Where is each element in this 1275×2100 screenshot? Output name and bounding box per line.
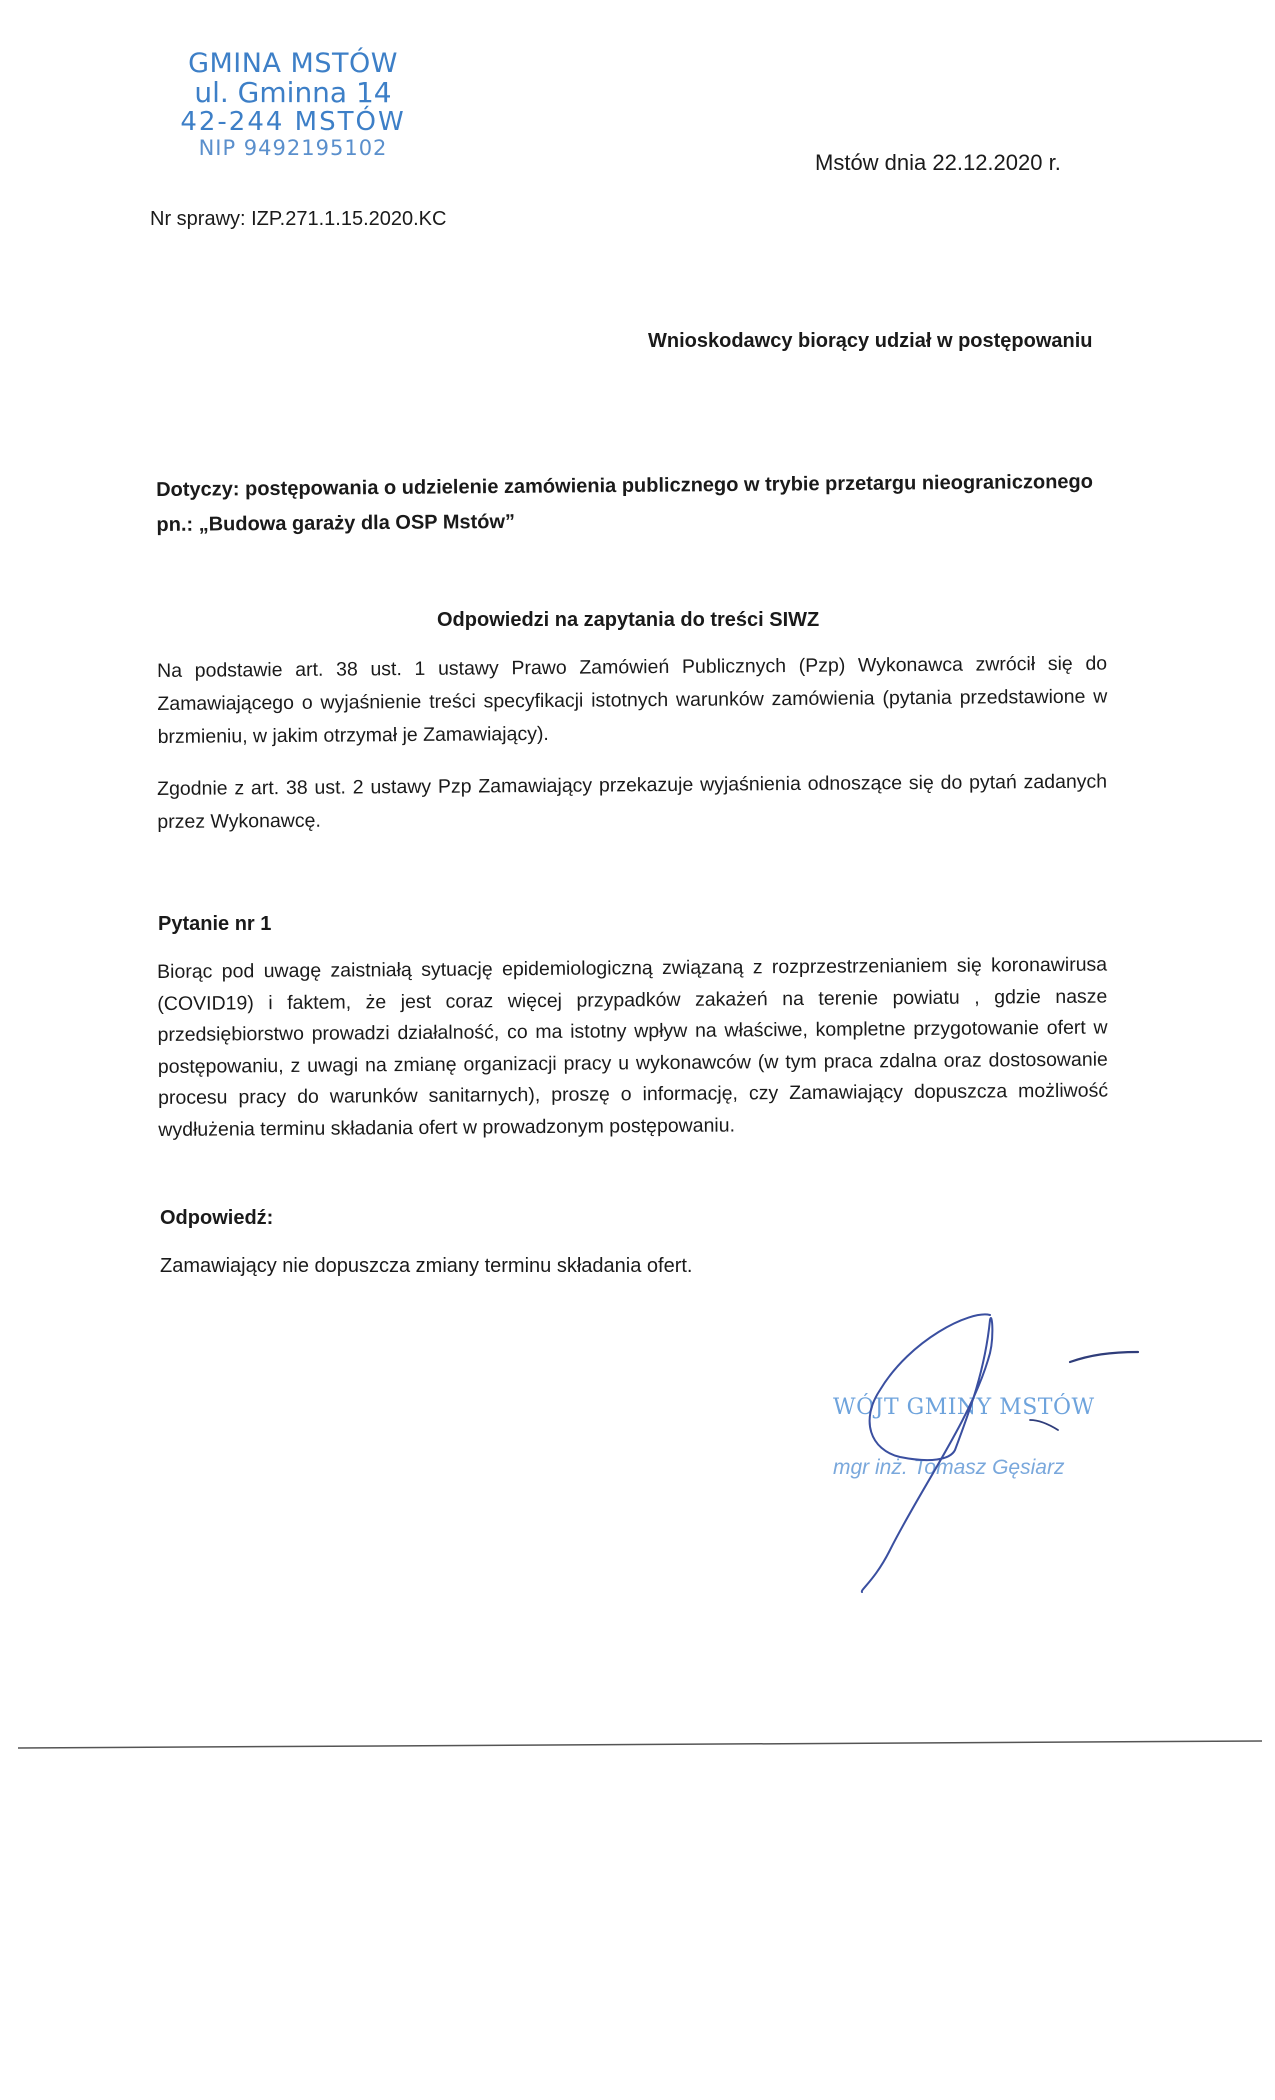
page-bottom-rule: [0, 1735, 1275, 1755]
answer-title: Odpowiedź:: [160, 1207, 274, 1229]
stamp-line-street: ul. Gminna 14: [194, 76, 392, 109]
signatory-title-stamp: WÓJT GMINY MSTÓW: [833, 1395, 1095, 1420]
handwritten-signature-icon: [800, 1300, 1160, 1620]
question-title: Pytanie nr 1: [158, 913, 272, 935]
subject-line-2: pn.: „Budowa garaży dla OSP Mstów”: [156, 510, 516, 536]
intro-paragraph-1: Na podstawie art. 38 ust. 1 ustawy Prawo Zamówień Publicznych (Pzp) Wykonawca zwrócił się do Zamawiającego o wyjaśnienie treści specyfikacji istotnych warunków zamówienia (pytania przedstawione w brzmieniu, w jakim otrzymał je Zamawiający).: [157, 652, 1108, 748]
signatory-name-stamp: mgr inż. Tomasz Gęsiarz: [833, 1456, 1065, 1479]
stamp-line-postcode: 42-244 MSTÓW: [180, 107, 406, 137]
question-text: Biorąc pod uwagę zaistniałą sytuację epidemiologiczną związaną z rozprzestrzenianiem się koronawirusa (COVID19) i faktem, że jest coraz więcej przypadków zakażeń na terenie powiatu , gdzie nasze przedsiębiorstwo prowadzi działalność, co ma istotny wpływ na właściwe, kompletne przygotowanie ofert w postępowaniu, z uwagi na zmianę organizacji pracy u wykonawców (w tym praca zdalna oraz dostosowanie procesu pracy do warunków sanitarnych), proszę o informację, czy Zamawiający dopuszcza możliwość wydłużenia terminu składania ofert w prowadzonym postępowaniu.: [157, 953, 1109, 1141]
addressee: Wnioskodawcy biorący udział w postępowaniu: [648, 330, 1093, 352]
answer-text: Zamawiający nie dopuszcza zmiany terminu składania ofert.: [160, 1255, 693, 1277]
document-date: Mstów dnia 22.12.2020 r.: [815, 150, 1061, 175]
subject-block: [156, 465, 1107, 543]
subject-line-1: Dotyczy: postępowania o udzielenie zamówienia publicznego w trybie przetargu nieograniczonego: [156, 470, 1094, 501]
stamp-line-name: GMINA MSTÓW: [188, 48, 398, 79]
section-title: Odpowiedzi na zapytania do treści SIWZ: [437, 609, 820, 631]
intro-paragraph-2: Zgodnie z art. 38 ust. 2 ustawy Pzp Zamawiający przekazuje wyjaśnienia odnoszące się do pytań zadanych przez Wykonawcę.: [157, 770, 1108, 833]
stamp-line-nip: NIP 9492195102: [198, 136, 388, 160]
municipality-stamp: [178, 50, 408, 159]
case-number: Nr sprawy: IZP.271.1.15.2020.KC: [150, 208, 447, 230]
